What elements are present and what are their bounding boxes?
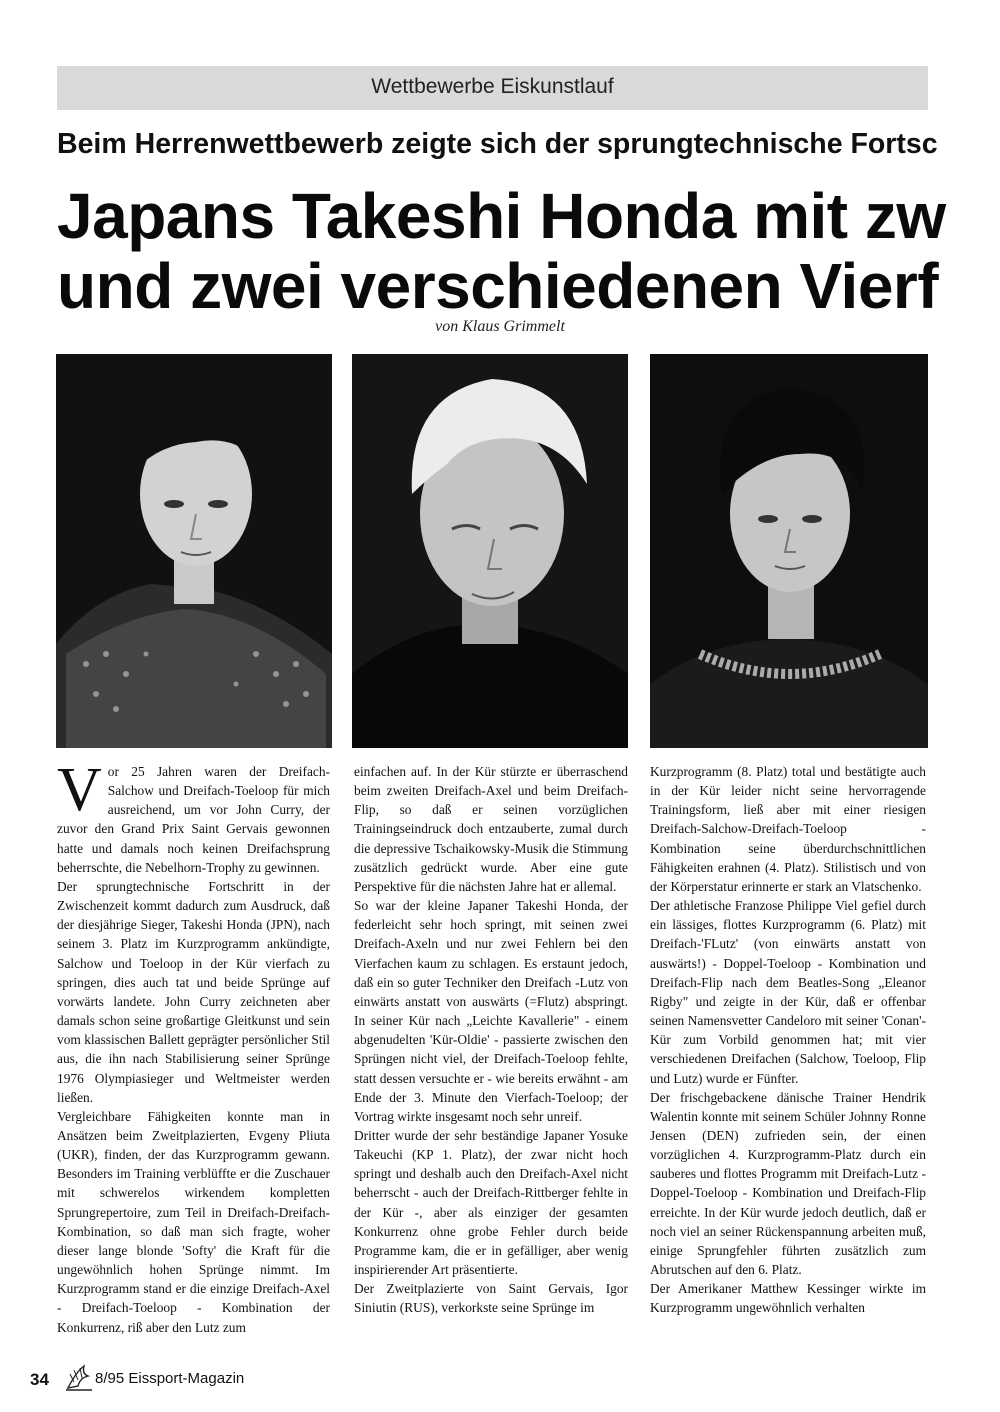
headline-line-2: und zwei verschiedenen Vierf <box>57 250 939 320</box>
text-column-1 <box>57 762 330 1354</box>
section-band <box>57 66 928 110</box>
magazine-issue: 8/95 Eissport-Magazin <box>95 1370 245 1387</box>
paragraph: Der sprungtechnische Fortschritt in der Zwischenzeit kommt dadurch zum Ausdruck, daß der diesjährige Sieger, Takeshi Honda (JPN), nach seinem 3. Platz im Kurzprogramm ankündigte, Salchow und Toeloop in der Kür vierfach zu springen, dies auch tat und beide Sprünge auf vorwärts landete. John Curry zeichneten aber damals schon seine großartige Gleitkunst und sein vom klassischen Ballett geprägter persönlicher Stil aus, die ihn nach Stabilisierung seiner Sprünge 1976 Olympiasieger und Weltmeister werden ließen. <box>57 878 330 1105</box>
page-number: 34 <box>30 1370 49 1389</box>
byline: von Klaus Grimmelt <box>435 318 565 335</box>
headline-area <box>0 120 994 320</box>
text-column-3 <box>650 762 926 1354</box>
paragraph: Der frischgebackene dänische Trainer Hendrik Walentin konnte mit seinem Schüler Johnny Ronne Jensen (DEN) zufrieden sein, der einen vorzüglichen 4. Kurzprogramm-Platz durch ein sauberes und flottes Programm mit Dreifach-Lutz - Doppel-Toeloop - Kombination und Dreifach-Flip erreichte. In der Kür wurde jedoch deutlich, daß er noch viel an seiner Rückenspannung arbeiten muß, einige Sprungfehler führten zusätzlich zum Abrutschen auf den 6. Platz. <box>650 1089 926 1278</box>
headline-line-1: Japans Takeshi Honda mit zw <box>57 180 946 252</box>
paragraph: or 25 Jahren waren der Dreifach-Salchow und Dreifach-Toeloop für mich ausreichend, um vor John Curry, der zuvor den Grand Prix Saint Gervais gewonnen hatte und damals noch keinen Dreifachsprung beherrschte, die Nebelhorn-Trophy zu gewinnen. <box>57 764 330 875</box>
skater-photo-1 <box>56 354 332 748</box>
paragraph: Vergleichbare Fähigkeiten konnte man in Ansätzen beim Zweitplazierten, Evgeny Pliuta (UKR), finden, der das Kurzprogramm gewann. Besonders im Training verblüffte er die Zuschauer mit schwerelos wirkendem kompletten Sprungrepertoire, zum Teil in Dreifach-Dreifach-Kombination, so daß man sich fragte, woher dieser lange blonde 'Softy' die Kraft für die ungewöhnlich hohen Sprünge nimmt. Im Kurzprogramm stand er die einzige Dreifach-Axel - Dreifach-Toeloop - Kombination der Konkurrenz, riß aber den Lutz zum <box>57 1108 330 1335</box>
kicker: Beim Herrenwettbewerb zeigte sich der sprungtechnische Fortsc <box>57 128 938 160</box>
paragraph: Kurzprogramm (8. Platz) total und bestätigte auch in der Kür leider nicht seine hervorragende Trainingsform, ließ aber mit einer riesigen Dreifach-Salchow-Dreifach-Toeloop - Kombination seine überdurchschnittlichen Fähigkeiten erahnen (4. Platz). Stilistisch und von der Körperstatur erinnerte er stark an Vlatschenko. <box>650 764 926 894</box>
skater-photo-3 <box>650 354 928 748</box>
skater-photo-2 <box>352 354 628 748</box>
paragraph: Der athletische Franzose Philippe Viel gefiel durch ein lässiges, flottes Kurzprogramm (6. Platz) mit Dreifach-'FLutz' (von einwärts anstatt von auswärts!) - Doppel-Toeloop - Kombination und Dreifach-Flip nach dem Beatles-Song „Eleanor Rigby" und zeigte in der Kür, daß er offenbar seinen Namensvetter Candeloro mit seiner 'Conan'-Kür zum Vorbild genommen hat; mit vier verschiedenen Dreifachen (Salchow, Toeloop, Flip und Lutz) wurde er Fünfter. <box>650 898 926 1086</box>
section-label: Wettbewerbe Eiskunstlauf <box>371 75 614 98</box>
drop-cap: V <box>57 762 102 824</box>
paragraph: Dritter wurde der sehr beständige Japaner Yosuke Takeuchi (KP 1. Platz), der zwar nicht hoch springt und deshalb auch den Dreifach-Axel nicht beherrscht - auch der Dreifach-Rittberger fehlte in der Kür -, aber als einziger der gesamten Konkurrenz ohne grobe Fehler durch beide Programme kam, die er in gefälliger, aber wenig inspirierender Art präsentierte. <box>354 1127 628 1278</box>
text-column-2 <box>354 762 628 1354</box>
paragraph: Der Zweitplazierte von Saint Gervais, Igor Siniutin (RUS), verkorkste seine Sprünge im <box>354 1281 628 1316</box>
paragraph: einfachen auf. In der Kür stürzte er überraschend beim zweiten Dreifach-Axel und beim Dreifach-Flip, so daß er seinen vorzüglichen Trainingseindruck doch entzauberte, zumal durch die depressive Tschaikowsky-Musik die Stimmung zusätzlich gedrückt wurde. Aber eine gute Perspektive für die nächsten Jahre hat er allemal. <box>354 764 628 894</box>
paragraph: Der Amerikaner Matthew Kessinger wirkte im Kurzprogramm ungewöhnlich verhalten <box>650 1281 926 1316</box>
paragraph: So war der kleine Japaner Takeshi Honda, der federleicht sehr hoch springt, mit seinen zwei Dreifach-Axeln und nur zwei Fehlern bei den Vierfachen kaum zu schlagen. Es erstaunt jedoch, daß ein so guter Techniker den Dreifach -Lutz von einwärts anstatt von auswärts (=Flutz) abspringt. In seiner Kür nach „Leichte Kavallerie" - einem abgenudelten 'Kür-Oldie' - passierte zwischen den Sprüngen nicht viel, der Dreifach-Toeloop fehlte, statt dessen versuchte er - wie bereits erwähnt - am Ende der 3. Minute den Vierfach-Toeloop; der Vortrag wirkte insgesamt noch sehr unreif. <box>354 898 628 1124</box>
skater-logo-icon <box>62 1362 96 1394</box>
